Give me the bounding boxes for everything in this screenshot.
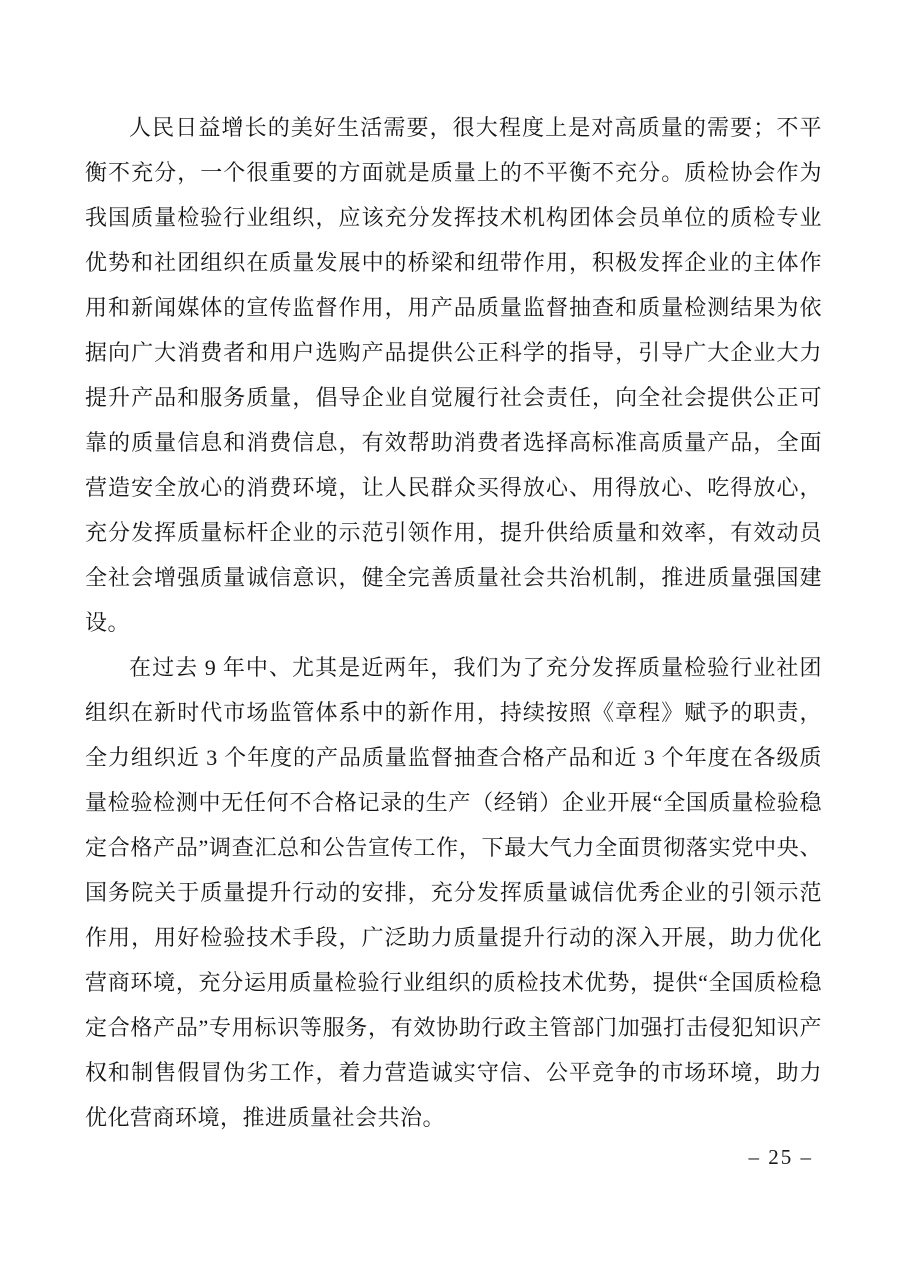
paragraph-1: 人民日益增长的美好生活需要，很大程度上是对高质量的需要；不平衡不充分，一个很重要的方面就是质量上的不平衡不充分。质检协会作为我国质量检验行业组织，应该充分发挥技术机构团体会员单位的质检专业优势和社团组织在质量发展中的桥梁和纽带作用，积极发挥企业的主体作用和新闻媒体的宣传监督作用，用产品质量监督抽查和质量检测结果为依据向广大消费者和用户选购产品提供公正科学的指导，引导广大企业大力提升产品和服务质量，倡导企业自觉履行社会责任，向全社会提供公正可靠的质量信息和消费信息，有效帮助消费者选择高标准高质量产品，全面营造安全放心的消费环境，让人民群众买得放心、用得放心、吃得放心，充分发挥质量标杆企业的示范引领作用，提升供给质量和效率，有效动员全社会增强质量诚信意识，健全完善质量社会共治机制，推进质量强国建设。 xyxy=(85,115,822,635)
document-body xyxy=(85,105,822,1140)
page-number: – 25 – xyxy=(748,1145,813,1169)
paragraph-2: 在过去 9 年中、尤其是近两年，我们为了充分发挥质量检验行业社团组织在新时代市场监管体系中的新作用，持续按照《章程》赋予的职责，全力组织近 3 个年度的产品质量监督抽查合格产品和近 3 个年度在各级质量检验检测中无任何不合格记录的生产（经销）企业开展“全国质量检验稳定合格产品”调查汇总和公告宣传工作，下最大气力全面贯彻落实党中央、国务院关于质量提升行动的安排，充分发挥质量诚信优秀企业的引领示范作用，用好检验技术手段，广泛助力质量提升行动的深入开展，助力优化营商环境，充分运用质量检验行业组织的质检技术优势，提供“全国质检稳定合格产品”专用标识等服务，有效协助行政主管部门加强打击侵犯知识产权和制售假冒伪劣工作，着力营造诚实守信、公平竞争的市场环境，助力优化营商环境，推进质量社会共治。 xyxy=(85,655,822,1130)
